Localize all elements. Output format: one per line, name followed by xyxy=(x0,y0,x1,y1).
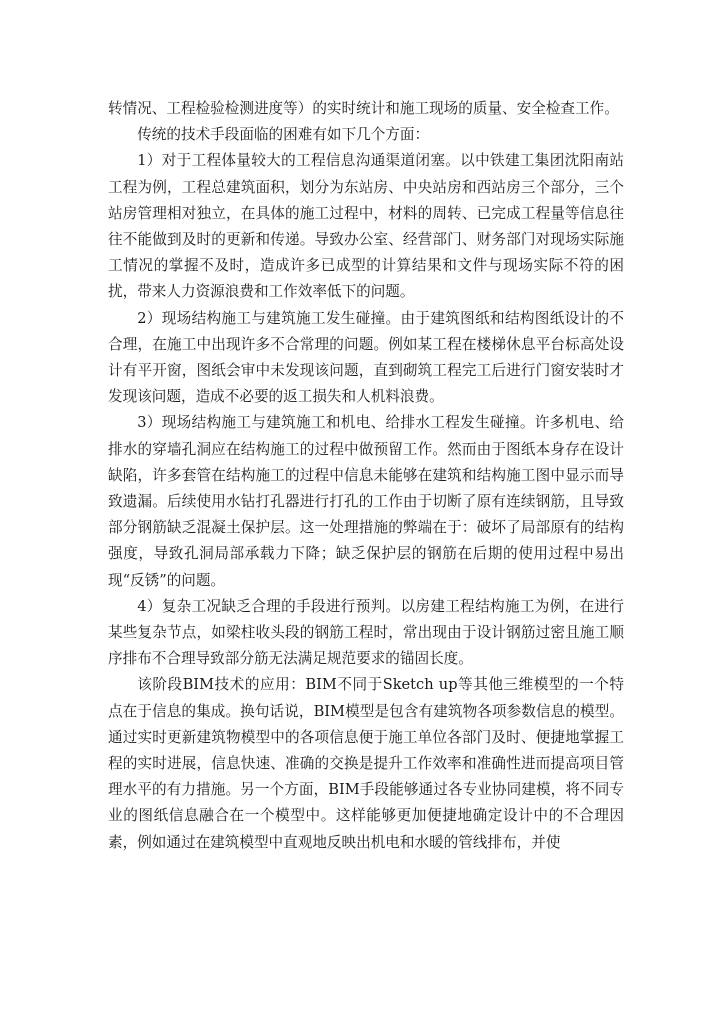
paragraph-difficulties-intro: 传统的技术手段面临的困难有如下几个方面： xyxy=(137,126,430,144)
document-body xyxy=(108,96,624,856)
paragraph-item-3: 3）现场结构施工与建筑施工和机电、给排水工程发生碰撞。许多机电、给排水的穿墙孔洞应在结构施工的过程中做预留工作。然而由于图纸本身存在设计缺陷，许多套管在结构施工的过程中信息未能够在建筑和结构施工图中显示而导致遗漏。后续使用水钻打孔器进行打孔的工作由于切断了原有连续钢筋，且导致部分钢筋缺乏混凝土保护层。这一处理措施的弊端在于：破坏了局部原有的结构强度，导致孔洞局部承载力下降；缺乏保护层的钢筋在后期的使用过程中易出现“反锈”的问题。 xyxy=(108,414,624,589)
paragraph-bim-application: 该阶段BIM技术的应用：BIM不同于Sketch up等其他三维模型的一个特点在于信息的集成。换句话说，BIM模型是包含有建筑物各项参数信息的模型。通过实时更新建筑物模型中的各项信息便于施工单位各部门及时、便捷地掌握工程的实时进展，信息快速、准确的交换是提升工作效率和准确性进而提高项目管理水平的有力措施。另一个方面，BIM手段能够通过各专业协同建模，将不同专业的图纸信息融合在一个模型中。这样能够更加便捷地确定设计中的不合理因素，例如通过在建筑模型中直观地反映出机电和水暖的管线排布，并使 xyxy=(108,676,624,851)
paragraph-item-1: 1）对于工程体量较大的工程信息沟通渠道闭塞。以中铁建工集团沈阳南站工程为例，工程总建筑面积，划分为东站房、中央站房和西站房三个部分，三个站房管理相对独立，在具体的施工过程中，材料的周转、已完成工程量等信息往往不能做到及时的更新和传递。导致办公室、经营部门、财务部门对现场实际施工情况的掌握不及时，造成许多已成型的计算结果和文件与现场实际不符的困扰，带来人力资源浪费和工作效率低下的问题。 xyxy=(108,152,624,301)
paragraph-continuation: 转情况、工程检验检测进度等）的实时统计和施工现场的质量、安全检查工作。 xyxy=(108,100,619,117)
paragraph-item-4: 4）复杂工况缺乏合理的手段进行预判。以房建工程结构施工为例，在进行某些复杂节点，如梁柱收头段的钢筋工程时，常出现由于设计钢筋过密且施工顺序排布不合理导致部分筋无法满足规范要求的锚固长度。 xyxy=(108,597,624,668)
paragraph-item-2: 2）现场结构施工与建筑施工发生碰撞。由于建筑图纸和结构图纸设计的不合理，在施工中出现许多不合常理的问题。例如某工程在楼梯休息平台标高处设计有平开窗，图纸会审中未发现该问题，直到砌筑工程完工后进行门窗安装时才发现该问题，造成不必要的返工损失和人机料浪费。 xyxy=(108,309,624,406)
